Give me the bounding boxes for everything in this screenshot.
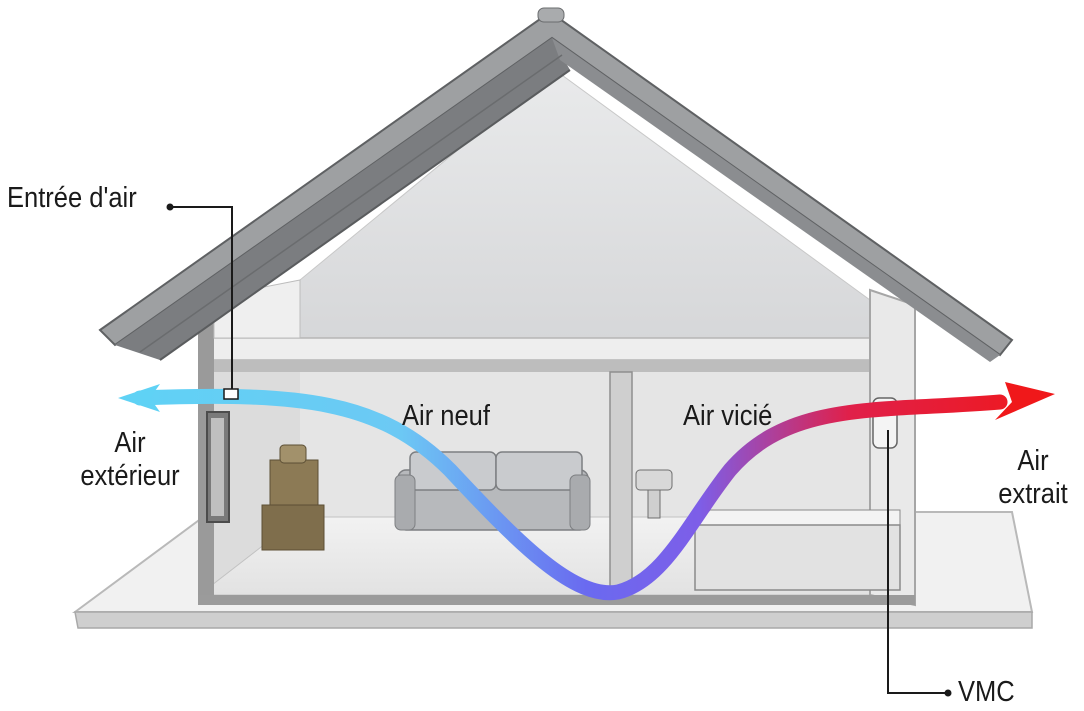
partition-wall — [610, 372, 632, 590]
storage-boxes — [262, 445, 324, 550]
stale-air-label: Air vicié — [683, 400, 773, 432]
outside-air-label — [68, 427, 191, 493]
air-inlet-label: Entrée d'air — [7, 182, 137, 214]
window-pane — [211, 418, 224, 516]
outside-air-line1: Air — [114, 427, 146, 459]
bathtub — [695, 510, 900, 590]
fresh-air-label: Air neuf — [402, 400, 490, 432]
extracted-air-label — [985, 445, 1082, 511]
outside-air-line2: extérieur — [80, 460, 180, 492]
vmc-label: VMC — [958, 676, 1015, 708]
attic-floor-edge — [212, 360, 905, 372]
extracted-air-line1: Air — [1017, 445, 1049, 477]
floor-cut — [198, 595, 915, 605]
attic-floor — [212, 338, 905, 360]
extracted-air-line2: extrait — [998, 478, 1068, 510]
